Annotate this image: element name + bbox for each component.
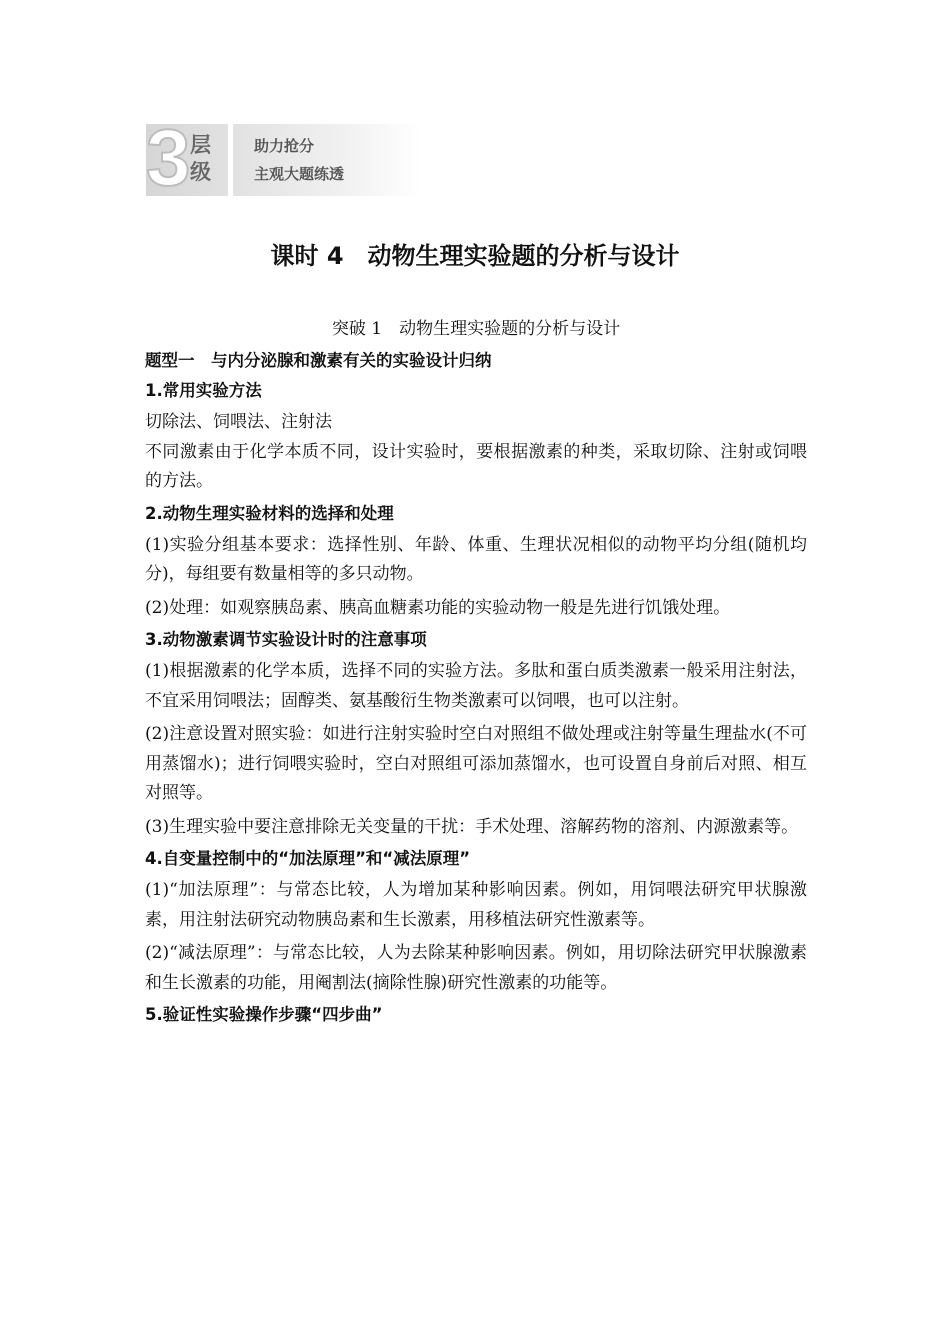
paragraph: (1)“加法原理”：与常态比较，人为增加某种影响因素。例如，用饲喂法研究甲状腺激素，用注射法研究动物胰岛素和生长激素，用移植法研究性激素等。	[145, 880, 807, 930]
level-banner	[146, 113, 420, 202]
section-title: 突破 1 动物生理实验题的分析与设计	[331, 319, 621, 339]
paragraph: (2)处理：如观察胰岛素、胰高血糖素功能的实验动物一般是先进行饥饿处理。	[145, 597, 731, 618]
block-heading: 1.常用实验方法	[145, 381, 262, 400]
level-word: 层级	[190, 133, 211, 184]
type-heading: 题型一 与内分泌腺和激素有关的实验设计归纳	[145, 351, 492, 370]
block-heading: 3.动物激素调节实验设计时的注意事项	[145, 630, 427, 649]
paragraph: (2)“减法原理”：与常态比较，人为去除某种影响因素。例如，用切除法研究甲状腺激素和生长激素的功能，用阉割法(摘除性腺)研究性激素的功能等。	[145, 943, 807, 993]
banner-subtitle: 主观大题练透	[254, 165, 345, 183]
block-heading: 2.动物生理实验材料的选择和处理	[145, 503, 394, 523]
banner-divider	[228, 124, 233, 196]
block-heading: 5.验证性实验操作步骤“四步曲”	[145, 1005, 383, 1024]
page-title: 课时 4 动物生理实验题的分析与设计	[270, 242, 680, 270]
level-number: 3	[146, 113, 191, 202]
paragraph: (3)生理实验中要注意排除无关变量的干扰：手术处理、溶解药物的溶剂、内源激素等。	[145, 816, 799, 837]
paragraph: 不同激素由于化学本质不同，设计实验时，要根据激素的种类，采取切除、注射或饲喂的方法。	[145, 441, 807, 491]
banner-tagline: 助力抢分	[254, 137, 315, 155]
block-heading: 4.自变量控制中的“加法原理”和“减法原理”	[145, 849, 471, 868]
paragraph: (1)实验分组基本要求：选择性别、年龄、体重、生理状况相似的动物平均分组(随机均分)，每组要有数量相等的多只动物。	[145, 534, 807, 584]
paragraph: (1)根据激素的化学本质，选择不同的实验方法。多肽和蛋白质类激素一般采用注射法，不宜采用饲喂法；固醇类、氨基酸衍生物类激素可以饲喂，也可以注射。	[145, 661, 807, 711]
paragraph: 切除法、饲喂法、注射法	[145, 412, 332, 432]
document-body	[145, 316, 807, 1032]
paragraph: (2)注意设置对照实验：如进行注射实验时空白对照组不做处理或注射等量生理盐水(不可用蒸馏水)；进行饲喂实验时，空白对照组可添加蒸馏水，也可设置自身前后对照、相互对照等。	[145, 724, 807, 803]
